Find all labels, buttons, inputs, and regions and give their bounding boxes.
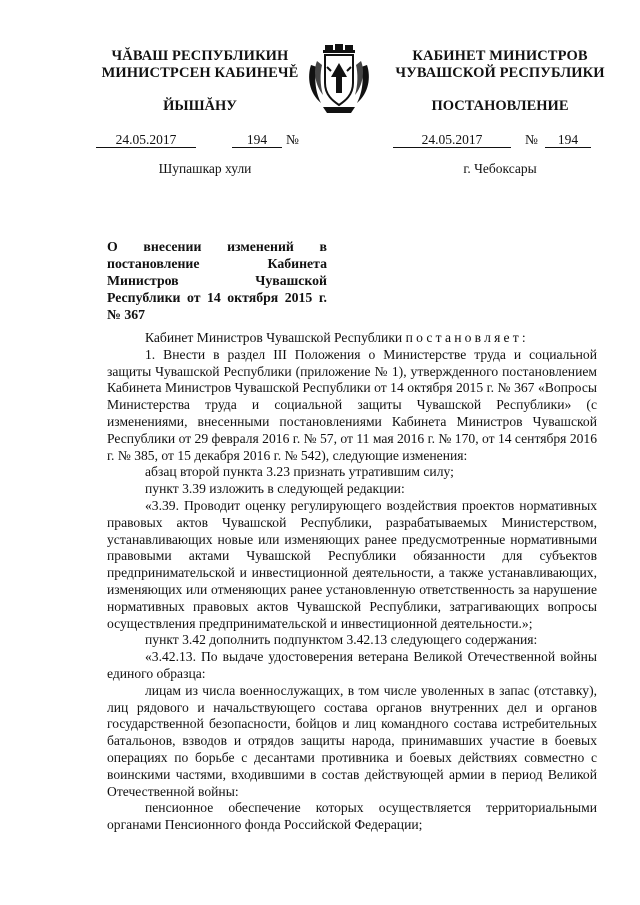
- doctype-right: ПОСТАНОВЛЕНИЕ: [431, 98, 569, 114]
- number-left: 194: [232, 132, 282, 148]
- date-left: 24.05.2017: [96, 132, 196, 148]
- number-sign-left: №: [286, 132, 299, 147]
- number-line-left: [96, 132, 316, 148]
- intro-lead: Кабинет Министров Чувашской Республики: [145, 330, 406, 345]
- chuvash-coat-of-arms-icon: [303, 43, 375, 115]
- number-sign-right: №: [525, 132, 538, 147]
- header-left-line2: МИНИСТРСЕН КАБИНЕЧĚ: [101, 65, 299, 81]
- doctype-left: ЙЫШĂНУ: [163, 98, 237, 114]
- header-right-title: [390, 48, 610, 82]
- intro-verb: постановляет:: [405, 330, 529, 345]
- document-body: [107, 330, 597, 834]
- header-right-line2: ЧУВАШСКОЙ РЕСПУБЛИКИ: [395, 65, 605, 81]
- body-paragraph: лицам из числа военнослужащих, в том числе уволенных в запас (отставку), лиц рядового и начальствующего состава органов внутренних дел и органов государственной безопасности, бойцов и лиц командного состава истребительных батальонов, взводов и отрядов защиты народа, принимавших участие в боевых операциях по борьбе с десантами противника и боевых действиях совместно с воинскими частями, входившими в состав действующей армии в период Великой Отечественной войны:: [107, 682, 597, 799]
- header-right-line1: КАБИНЕТ МИНИСТРОВ: [412, 48, 588, 64]
- body-paragraph: пенсионное обеспечение которых осуществляется территориальными органами Пенсионного фонда Российской Федерации;: [107, 800, 597, 833]
- body-paragraph: 1. Внести в раздел III Положения о Министерстве труда и социальной защиты Чувашской Республики (приложение № 1), утвержденного постановлением Кабинета Министров Чувашской Республики от 14 октября 2015 г. № 367 «Вопросы Министерства труда и социальной защиты Чувашской Республики» (с изменениями, внесенными постановлениями Кабинета Министров Чувашской Республики от 29 февраля 2016 г. № 57, от 11 мая 2016 г. № 170, от 14 сентября 2016 г. № 385, от 15 декабря 2016 г. № 542), следующие изменения:: [107, 346, 598, 463]
- number-right: 194: [545, 132, 591, 148]
- place-left: Шупашкар хули: [158, 161, 252, 176]
- intro-paragraph: [107, 330, 597, 347]
- header-left-line1: ЧĂВАШ РЕСПУБЛИКИН: [111, 48, 289, 64]
- document-title: О внесении изменений в постановление Кабинета Министров Чувашской Республики от 14 октября 2015 г. № 367: [107, 239, 327, 322]
- date-right: 24.05.2017: [393, 132, 511, 148]
- header-left-title: [95, 48, 305, 82]
- body-paragraph: абзац второй пункта 3.23 признать утратившим силу;: [145, 464, 454, 480]
- body-paragraph: пункт 3.42 дополнить подпунктом 3.42.13 следующего содержания:: [145, 632, 538, 648]
- place-right: г. Чебоксары: [463, 161, 537, 176]
- body-paragraph: «3.42.13. По выдаче удостоверения ветерана Великой Отечественной войны единого образца:: [107, 649, 597, 681]
- body-paragraph: «3.39. Проводит оценку регулирующего воздействия проектов нормативных правовых актов Чувашской Республики, разрабатываемых Министерством, устанавливающих новые или изменяющих ранее предусмотренные нормативными правовыми актами Чувашской Республики обязанности для субъектов предпринимательской и инвестиционной деятельности, а также устанавливающих, изменяющих или отменяющих ранее установленную ответственность за нарушение нормативных правовых актов Чувашской Республики, затрагивающих вопросы осуществления предпринимательской и инвестиционной деятельности.»;: [107, 497, 597, 631]
- number-line-right: [393, 132, 613, 148]
- body-paragraph: пункт 3.39 изложить в следующей редакции:: [145, 481, 405, 497]
